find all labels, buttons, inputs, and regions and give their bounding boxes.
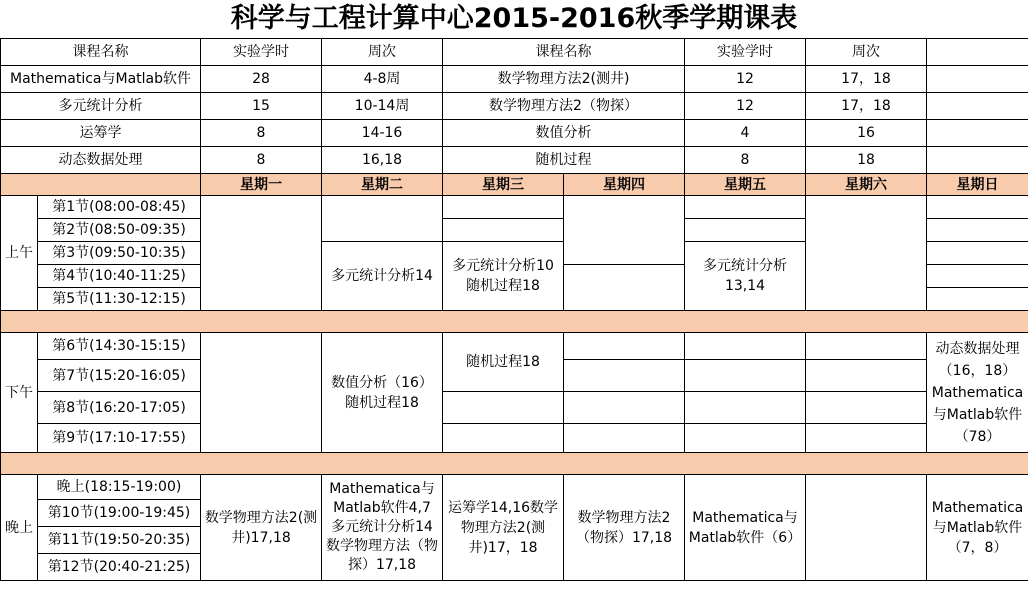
- period-label: 第9节(17:10-17:55): [38, 424, 201, 453]
- slot-fri-evening: Mathematica与Matlab软件（6）: [685, 475, 806, 581]
- weekday-tue: 星期二: [322, 174, 443, 196]
- separator-bar: [1, 311, 1028, 333]
- course-name: 多元统计分析: [1, 93, 201, 120]
- course-name: 数学物理方法2(测井): [443, 66, 685, 93]
- course-header-row: [1, 39, 1028, 66]
- course-weeks: 10-14周: [322, 93, 443, 120]
- course-header-weeks: 周次: [322, 39, 443, 66]
- slot-fri-p9: [685, 424, 806, 453]
- slot-wed-afternoon: 随机过程18: [443, 333, 564, 392]
- period-label: 晚上(18:15-19:00): [38, 475, 201, 500]
- slot-thu-p8: [564, 392, 685, 424]
- course-name: Mathematica与Matlab软件: [1, 66, 201, 93]
- slot-wed-morning: [443, 242, 564, 311]
- course-weeks: 17，18: [806, 66, 927, 93]
- slot-fri-p1: [685, 196, 806, 219]
- weekday-sat: 星期六: [806, 174, 927, 196]
- course-name: 运筹学: [1, 120, 201, 147]
- slot-sat-p6: [806, 333, 927, 360]
- slot-tue-afternoon: [322, 333, 443, 453]
- lunch-separator: [1, 311, 1028, 333]
- slot-sun-p3: [927, 242, 1028, 265]
- separator-bar: [1, 453, 1028, 475]
- course-weeks: 4-8周: [322, 66, 443, 93]
- period-label: 第6节(14:30-15:15): [38, 333, 201, 360]
- slot-sat-evening: [806, 475, 927, 581]
- slot-sun-p1: [927, 196, 1028, 219]
- slot-fri-morning: [685, 242, 806, 311]
- slot-thu-p9: [564, 424, 685, 453]
- weekday-header-blank: [1, 174, 201, 196]
- slot-tue-afternoon-text: 数值分析（16） 随机过程18: [331, 374, 433, 411]
- weekday-header-row: [1, 174, 1028, 196]
- slot-thu-p1-3: [564, 196, 685, 265]
- period-label: 第7节(15:20-16:05): [38, 360, 201, 392]
- course-row: [1, 147, 1028, 174]
- session-evening: 晚上: [1, 475, 38, 581]
- empty-cell: [927, 66, 1028, 93]
- slot-fri-p7: [685, 360, 806, 392]
- course-hours: 4: [685, 120, 806, 147]
- slot-wed-evening: 运筹学14,16数学物理方法2(测井)17，18: [443, 475, 564, 581]
- course-row: [1, 93, 1028, 120]
- course-row: [1, 120, 1028, 147]
- slot-sun-evening: Mathematica与Matlab软件（7，8）: [927, 475, 1028, 581]
- slot-mon-evening: 数学物理方法2(测井)17,18: [201, 475, 322, 581]
- session-morning: 上午: [1, 196, 38, 311]
- slot-sun-p4: [927, 265, 1028, 288]
- slot-sun-afternoon: 动态数据处理（16，18）Mathematica与Matlab软件（78）: [927, 333, 1028, 453]
- slot-fri-p2: [685, 219, 806, 242]
- period-label: 第1节(08:00-08:45): [38, 196, 201, 219]
- course-header-weeks-2: 周次: [806, 39, 927, 66]
- period-label: 第11节(19:50-20:35): [38, 527, 201, 554]
- course-header-name: 课程名称: [1, 39, 201, 66]
- slot-sat-p8: [806, 392, 927, 424]
- course-name: 数值分析: [443, 120, 685, 147]
- course-hours: 12: [685, 93, 806, 120]
- course-hours: 15: [201, 93, 322, 120]
- course-weeks: 16: [806, 120, 927, 147]
- weekday-sun: 星期日: [927, 174, 1028, 196]
- slot-mon-morning: [201, 196, 322, 311]
- session-afternoon: 下午: [1, 333, 38, 453]
- slot-sat-p7: [806, 360, 927, 392]
- course-header-name-2: 课程名称: [443, 39, 685, 66]
- course-name: 数学物理方法2（物探）: [443, 93, 685, 120]
- slot-tue-morning: 多元统计分析14: [322, 242, 443, 311]
- slot-tue-evening: [322, 475, 443, 581]
- period-label: 第3节(09:50-10:35): [38, 242, 201, 265]
- course-header-hours: 实验学时: [201, 39, 322, 66]
- slot-thu-p6: [564, 333, 685, 360]
- course-hours: 8: [201, 147, 322, 174]
- slot-tue-p1-2: [322, 196, 443, 242]
- course-name: 随机过程: [443, 147, 685, 174]
- course-weeks: 17，18: [806, 93, 927, 120]
- empty-cell: [927, 120, 1028, 147]
- period-label: 第2节(08:50-09:35): [38, 219, 201, 242]
- empty-cell: [927, 39, 1028, 66]
- period-label: 第5节(11:30-12:15): [38, 288, 201, 311]
- weekday-thu: 星期四: [564, 174, 685, 196]
- page-title: 科学与工程计算中心2015-2016秋季学期课表: [230, 3, 798, 34]
- slot-sun-p2: [927, 219, 1028, 242]
- schedule-table: [0, 38, 1028, 581]
- course-hours: 12: [685, 66, 806, 93]
- slot-sat-p9: [806, 424, 927, 453]
- slot-tue-evening-text: Mathematica与Matlab软件4,7 多元统计分析14 数学物理方法（物探）17,18: [326, 481, 438, 573]
- slot-fri-p8: [685, 392, 806, 424]
- slot-thu-p4-5: [564, 265, 685, 311]
- dinner-separator: [1, 453, 1028, 475]
- empty-cell: [927, 147, 1028, 174]
- course-hours: 28: [201, 66, 322, 93]
- course-weeks: 16,18: [322, 147, 443, 174]
- course-weeks: 14-16: [322, 120, 443, 147]
- period-label: 第12节(20:40-21:25): [38, 554, 201, 581]
- weekday-fri: 星期五: [685, 174, 806, 196]
- slot-sun-p5: [927, 288, 1028, 311]
- course-header-hours-2: 实验学时: [685, 39, 806, 66]
- period-label: 第10节(19:00-19:45): [38, 500, 201, 527]
- slot-fri-morning-text: 多元统计分析 13,14: [703, 258, 787, 294]
- slot-wed-p2: [443, 219, 564, 242]
- weekday-wed: 星期三: [443, 174, 564, 196]
- period-label: 第8节(16:20-17:05): [38, 392, 201, 424]
- slot-wed-p1: [443, 196, 564, 219]
- slot-thu-p7: [564, 360, 685, 392]
- course-name: 动态数据处理: [1, 147, 201, 174]
- empty-cell: [927, 93, 1028, 120]
- course-hours: 8: [685, 147, 806, 174]
- weekday-mon: 星期一: [201, 174, 322, 196]
- slot-wed-p8: [443, 392, 564, 424]
- slot-wed-p9: [443, 424, 564, 453]
- slot-sat-morning: [806, 196, 927, 311]
- slot-mon-afternoon: [201, 333, 322, 453]
- slot-thu-evening: 数学物理方法2（物探）17,18: [564, 475, 685, 581]
- slot-wed-morning-text: 多元统计分析10 随机过程18: [452, 258, 554, 294]
- course-hours: 8: [201, 120, 322, 147]
- course-weeks: 18: [806, 147, 927, 174]
- slot-fri-p6: [685, 333, 806, 360]
- period-label: 第4节(10:40-11:25): [38, 265, 201, 288]
- course-row: [1, 66, 1028, 93]
